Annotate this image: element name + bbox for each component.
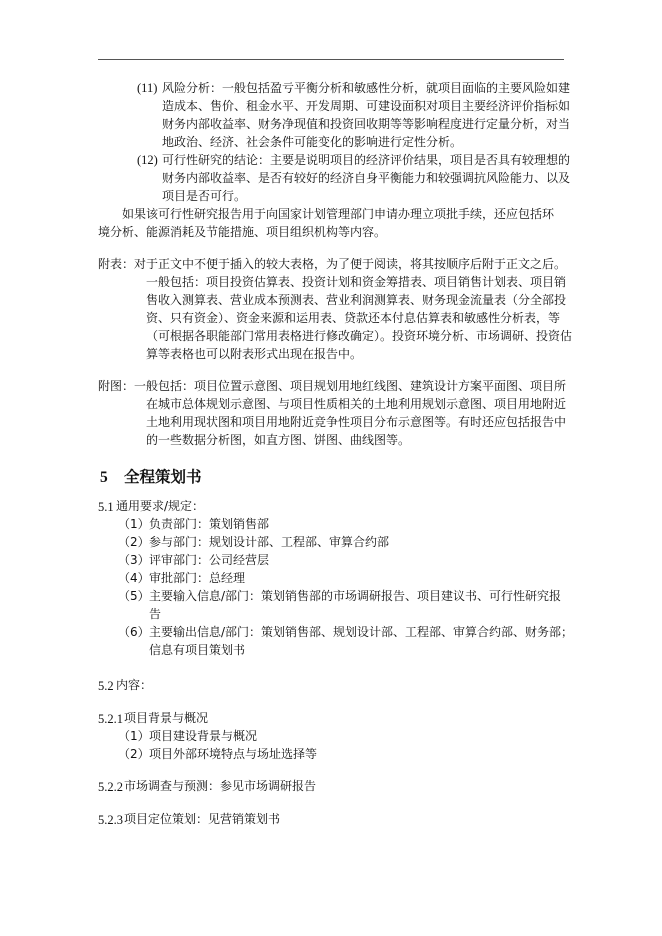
- item-11-number: (11): [137, 81, 158, 95]
- appendix-table-line-1: 一般包括：项目投资估算表、投资计划和资金筹措表、项目销售计划表、项目销: [146, 275, 567, 289]
- appendix-table-line-4: （可根据各职能部门常用表格进行修改确定）。投资环境分析、市场调研、投资估: [146, 329, 573, 343]
- s51-item-4-number: （4）: [118, 571, 150, 585]
- appendix-figure-line-1: 在城市总体规划示意图、与项目性质相关的土地利用规划示意图、项目用地附近: [146, 397, 567, 411]
- item-11-line-1: 风险分析：一般包括盈亏平衡分析和敏感性分析，就项目面临的主要风险如建: [162, 81, 571, 95]
- s521-item-2-text: 项目外部环境特点与场址选择等: [149, 747, 318, 761]
- appendix-figure-line-2: 土地利用现状图和项目用地附近竞争性项目分布示意图等。有时还应包括报告中: [146, 415, 567, 429]
- s521-item-2-number: （2）: [118, 747, 150, 761]
- section-5-number: 5: [100, 469, 108, 486]
- paragraph-line-2: 境分析、能源消耗及节能措施、项目组织机构等内容。: [98, 225, 387, 239]
- s51-item-6-continuation: 信息有项目策划书: [149, 643, 246, 657]
- item-12-line-2: 财务内部收益率、是否有较好的经济自身平衡能力和较强调抗风险能力、以及: [162, 171, 571, 185]
- s51-item-6-text: 主要输出信息/部门：策划销售部、规划设计部、工程部、审算合约部、财务部；: [149, 625, 574, 639]
- s51-item-1-number: （1）: [118, 517, 150, 531]
- paragraph-line-1: 如果该可行性研究报告用于向国家计划管理部门申请办理立项批手续，还应包括环: [122, 207, 555, 221]
- appendix-table-line-5: 算等表格也可以附表形式出现在报告中。: [146, 347, 363, 361]
- s51-item-2-number: （2）: [118, 535, 150, 549]
- item-11-line-3: 财务内部收益率、财务净现值和投资回收期等等影响程度进行定量分析，对当: [162, 117, 571, 131]
- appendix-figure-line-3: 的一些数据分析图，如直方图、饼图、曲线图等。: [146, 433, 411, 447]
- s521-item-1-text: 项目建设背景与概况: [149, 729, 258, 743]
- item-11-line-4: 地政治、经济、社会条件可能变化的影响进行定性分析。: [162, 135, 463, 149]
- s52-label: 内容：: [116, 678, 153, 692]
- item-12-line-3: 项目是否可行。: [162, 189, 247, 203]
- s521-number: 5.2.1: [98, 712, 123, 726]
- s51-item-3-text: 评审部门：公司经营层: [149, 553, 270, 567]
- s521-item-1-number: （1）: [118, 729, 150, 743]
- s523-label: 项目定位策划：见营销策划书: [124, 812, 281, 826]
- s51-item-1-text: 负责部门：策划销售部: [149, 517, 270, 531]
- s51-item-6-number: （6）: [118, 625, 150, 639]
- header-rule: [98, 59, 564, 60]
- s51-item-4-text: 审批部门：总经理: [149, 571, 246, 585]
- s521-label: 项目背景与概况: [124, 711, 209, 725]
- s51-item-2-text: 参与部门：规划设计部、工程部、审算合约部: [149, 535, 390, 549]
- s522-number: 5.2.2: [98, 780, 123, 794]
- appendix-figure-heading: 附图：一般包括：项目位置示意图、项目规划用地红线图、建筑设计方案平面图、项目所: [98, 379, 567, 393]
- s51-item-5-number: （5）: [118, 589, 150, 603]
- s51-label: 通用要求/规定：: [116, 499, 205, 513]
- appendix-table-line-3: 资、只有资金）、资金来源和运用表、贷款还本付息估算表和敏感性分析表，等: [146, 311, 561, 325]
- appendix-table-line-2: 售收入测算表、营业成本预测表、营业利润测算表、财务现金流量表（分全部投: [146, 293, 567, 307]
- section-5-title: 全程策划书: [124, 468, 202, 486]
- item-12-number: (12): [137, 153, 158, 167]
- s522-label: 市场调查与预测：参见市场调研报告: [124, 779, 317, 793]
- s51-number: 5.1: [98, 500, 114, 514]
- appendix-table-heading: 附表：对于正文中不便于插入的较大表格，为了便于阅读，将其按顺序后附于正文之后。: [98, 257, 567, 271]
- s51-item-5-text: 主要输入信息/部门：策划销售部的市场调研报告、项目建议书、可行性研究报: [149, 589, 562, 603]
- item-12-line-1: 可行性研究的结论：主要是说明项目的经济评价结果，项目是否具有较理想的: [162, 153, 571, 167]
- s523-number: 5.2.3: [98, 813, 123, 827]
- s52-number: 5.2: [98, 679, 114, 693]
- s51-item-5-continuation: 告: [149, 607, 162, 621]
- s51-item-3-number: （3）: [118, 553, 150, 567]
- item-11-line-2: 造成本、售价、租金水平、开发周期、可建设面积对项目主要经济评价指标如: [162, 99, 571, 113]
